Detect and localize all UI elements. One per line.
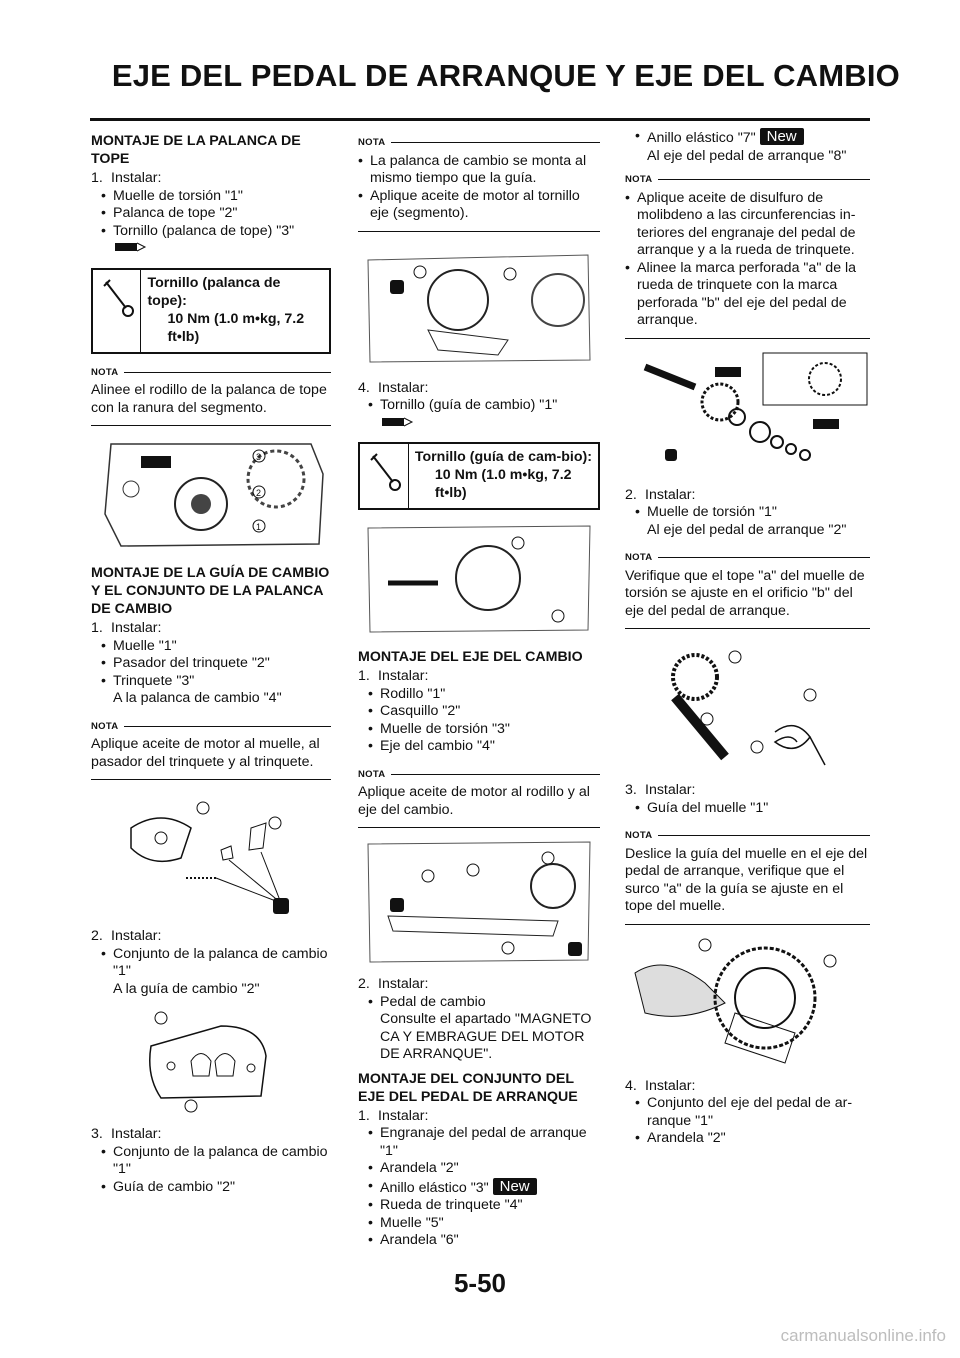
list-item: • Conjunto de la palanca de cambio "1" — [91, 1144, 331, 1179]
note-item: • Aplique aceite de disulfuro de molibdeno a las circunferencias in-teriores del engranaje del pedal de arranque y a la rueda de trinquete. — [625, 190, 870, 260]
note — [625, 549, 870, 629]
list-item: • Pasador del trinquete "2" — [91, 655, 331, 673]
step: 3. Instalar: — [91, 1126, 162, 1142]
locking-agent-icon — [380, 415, 414, 435]
note — [91, 718, 331, 781]
step: 2. Instalar: — [91, 928, 162, 944]
list-item: • Trinquete "3" — [91, 673, 331, 691]
list-item: • Engranaje del pedal de arranque "1" — [358, 1125, 600, 1160]
note-label: NOTA — [91, 720, 119, 732]
note — [625, 827, 870, 925]
note-text: Aplique aceite de motor al muelle, al pasador del trinquete y al trinquete. — [91, 736, 320, 770]
list-item: • Palanca de tope "2" — [91, 205, 331, 223]
step: 1. Instalar: — [358, 1107, 429, 1124]
watermark: carmanualsonline.info — [780, 1326, 946, 1345]
step: 1. Instalar: — [358, 668, 429, 684]
list-item: • Arandela "6" — [358, 1232, 600, 1250]
note-label: NOTA — [625, 552, 653, 563]
list-item: • Tornillo (palanca de tope) "3" — [91, 223, 331, 241]
list-item: • Casquillo "2" — [358, 703, 600, 721]
spec-value: 10 Nm (1.0 m•kg, 7.2 ft•lb) — [167, 310, 305, 345]
note-label: NOTA — [358, 768, 386, 780]
note-item: • Alinee la marca perforada "a" de la rueda de trinquete con la marca perforada "b" del eje del pedal de arranque. — [625, 260, 870, 330]
list-item: • Guía del muelle "1" — [625, 800, 870, 818]
torque-wrench-icon — [360, 444, 409, 508]
list-item: • Tornillo (guía de cambio) "1" — [358, 397, 600, 415]
locking-agent-icon — [113, 240, 147, 260]
column-2 — [358, 128, 600, 1250]
note-label: NOTA — [91, 366, 119, 378]
list-sub-text: A la palanca de cambio "4" — [113, 690, 282, 706]
list-item: • Anillo elástico "7" New — [625, 128, 870, 148]
list-item: • Muelle de torsión "3" — [358, 721, 600, 739]
list-item: • Muelle de torsión "1" — [625, 504, 870, 522]
step: 2. Instalar: — [625, 486, 696, 503]
section-heading: MONTAJE DEL CONJUNTO DEL EJE DEL PEDAL DE ARRANQUE — [358, 1070, 578, 1105]
svg-text:2: 2 — [256, 488, 262, 498]
list-item: • Conjunto del eje del pedal de ar-ranque "1" — [625, 1095, 870, 1130]
new-badge: New — [760, 128, 804, 145]
shift-guide-figure — [91, 1006, 331, 1116]
list-item: • Conjunto de la palanca de cambio "1" — [91, 946, 331, 981]
torque-spec-box — [358, 442, 600, 510]
torque-spec-box — [91, 268, 331, 354]
shift-lever-figure — [91, 788, 331, 918]
note-item: • La palanca de cambio se monta al mismo tiempo que la guía. — [358, 153, 600, 188]
note — [91, 364, 331, 427]
page-number: 5-50 — [453, 1268, 507, 1298]
list-sub-text: A la guía de cambio "2" — [113, 980, 260, 997]
list-item: • Anillo elástico "3" New — [358, 1178, 600, 1198]
shift-guide-install-figure — [358, 240, 600, 370]
note-text: Aplique aceite de motor al rodillo y al eje del cambio. — [358, 784, 590, 818]
step: 3. Instalar: — [625, 782, 696, 798]
spec-title: Tornillo (guía de cam-bio): — [414, 449, 592, 465]
note-text: Alinee el rodillo de la palanca de tope con la ranura del segmento. — [91, 382, 327, 416]
step: 1. Instalar: — [91, 170, 162, 186]
list-item: • Muelle de torsión "1" — [91, 188, 331, 206]
list-item: • Eje del cambio "4" — [358, 738, 600, 756]
note-text: Deslice la guía del muelle en el eje del pedal de arranque, verifique que el surco "a" de la guía se ajuste en el tope del muelle. — [625, 845, 868, 914]
list-item: • Rodillo "1" — [358, 686, 600, 704]
kick-shaft-exploded-figure — [625, 347, 870, 477]
list-item: • Pedal de cambio — [358, 994, 600, 1012]
list-item: • Rueda de trinquete "4" — [358, 1197, 600, 1215]
spec-title: Tornillo (palanca de tope): — [147, 274, 281, 309]
torsion-spring-figure — [625, 637, 870, 772]
step: 4. Instalar: — [358, 379, 429, 396]
stopper-lever-figure — [91, 434, 331, 554]
new-badge: New — [493, 1178, 537, 1195]
section-heading: MONTAJE DE LA PALANCA DE TOPE — [91, 133, 301, 167]
note-label: NOTA — [358, 137, 386, 148]
spring-guide-figure — [625, 933, 870, 1068]
list-sub-text: Al eje del pedal de arranque "2" — [647, 521, 847, 538]
page-title: EJE DEL PEDAL DE ARRANQUE Y EJE DEL CAMBIO — [111, 58, 900, 93]
svg-text:3: 3 — [256, 452, 262, 462]
note-text: Verifique que el tope "a" del muelle de torsión se ajuste en el orificio "b" del eje del pedal de arranque. — [625, 567, 865, 619]
note — [625, 171, 870, 339]
step: 1. Instalar: — [91, 620, 162, 636]
step: 4. Instalar: — [625, 1077, 696, 1094]
torque-wrench-icon — [93, 270, 141, 352]
list-item: • Arandela "2" — [358, 1160, 600, 1178]
list-item: • Muelle "1" — [91, 638, 331, 656]
list-item: • Arandela "2" — [625, 1130, 870, 1148]
list-sub-text: Consulte el apartado "MAGNETO CA Y EMBRAGUE DEL MOTOR DE ARRANQUE". — [380, 1011, 592, 1062]
shift-shaft-figure — [358, 836, 600, 966]
shift-guide-bolt-figure — [358, 518, 600, 638]
note — [358, 766, 600, 829]
list-sub-text: Al eje del pedal de arranque "8" — [647, 147, 847, 164]
list-item: • Guía de cambio "2" — [91, 1179, 331, 1197]
step: 2. Instalar: — [358, 976, 429, 992]
title-rule — [90, 118, 870, 121]
column-1 — [91, 128, 331, 1196]
column-3 — [625, 128, 870, 1148]
section-heading: MONTAJE DE LA GUÍA DE CAMBIO Y EL CONJUNTO DE LA PALANCA DE CAMBIO — [91, 565, 330, 617]
note-item: • Aplique aceite de motor al tornillo eje (segmento). — [358, 188, 600, 223]
section-heading: MONTAJE DEL EJE DEL CAMBIO — [358, 649, 583, 665]
note-label: NOTA — [625, 174, 653, 185]
list-item: • Muelle "5" — [358, 1215, 600, 1233]
note — [358, 134, 600, 232]
spec-value: 10 Nm (1.0 m•kg, 7.2 ft•lb) — [434, 467, 572, 501]
note-label: NOTA — [625, 830, 653, 841]
svg-text:1: 1 — [256, 522, 262, 532]
